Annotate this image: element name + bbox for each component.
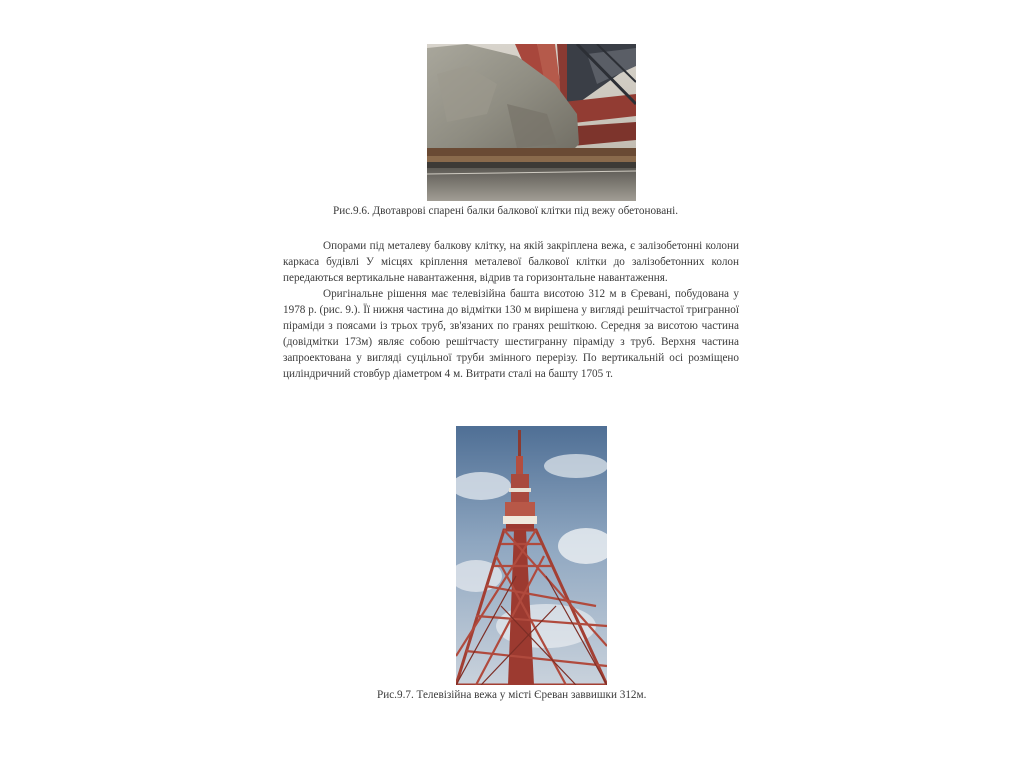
beam-photo — [427, 44, 636, 201]
paragraph-supports: Опорами під металеву балкову клітку, на якій закріплена вежа, є залізобетонні колони каркаса будівлі У місцях кріплення металевої балкової клітки до залізобетонних колон передаються вертикальне навантаження, відрив та горизонтальне навантаження. — [283, 240, 739, 284]
tower-photo — [456, 426, 607, 685]
figure-caption-9-7: Рис.9.7. Телевізійна вежа у місті Єреван заввишки 312м. — [377, 689, 647, 701]
figure-caption-9-6: Рис.9.6. Двотаврові спарені балки балкової клітки під вежу обетоновані. — [333, 205, 679, 217]
tower-photo-image — [456, 426, 607, 685]
beam-photo-image — [427, 44, 636, 201]
body-text — [283, 238, 739, 382]
paragraph-yerevan-tower: Оригінальне рішення має телевізійна башта висотою 312 м в Єревані, побудована у 1978 р. (рис. 9.). Її нижня частина до відмітки 130 м вирішена у вигляді решітчастої тригранної піраміди з поясами із трьох труб, зв'язаних по гранях решіткою. Середня за висотою частина (довідмітки 173м) являє собою решітчасту шестигранну піраміду з труб. Верхня частина запроектована у вигляді суцільної труби змінного перерізу. По вертикальній осі розміщено циліндричний стовбур діаметром 4 м. Витрати сталі на башту 1705 т. — [283, 288, 739, 380]
